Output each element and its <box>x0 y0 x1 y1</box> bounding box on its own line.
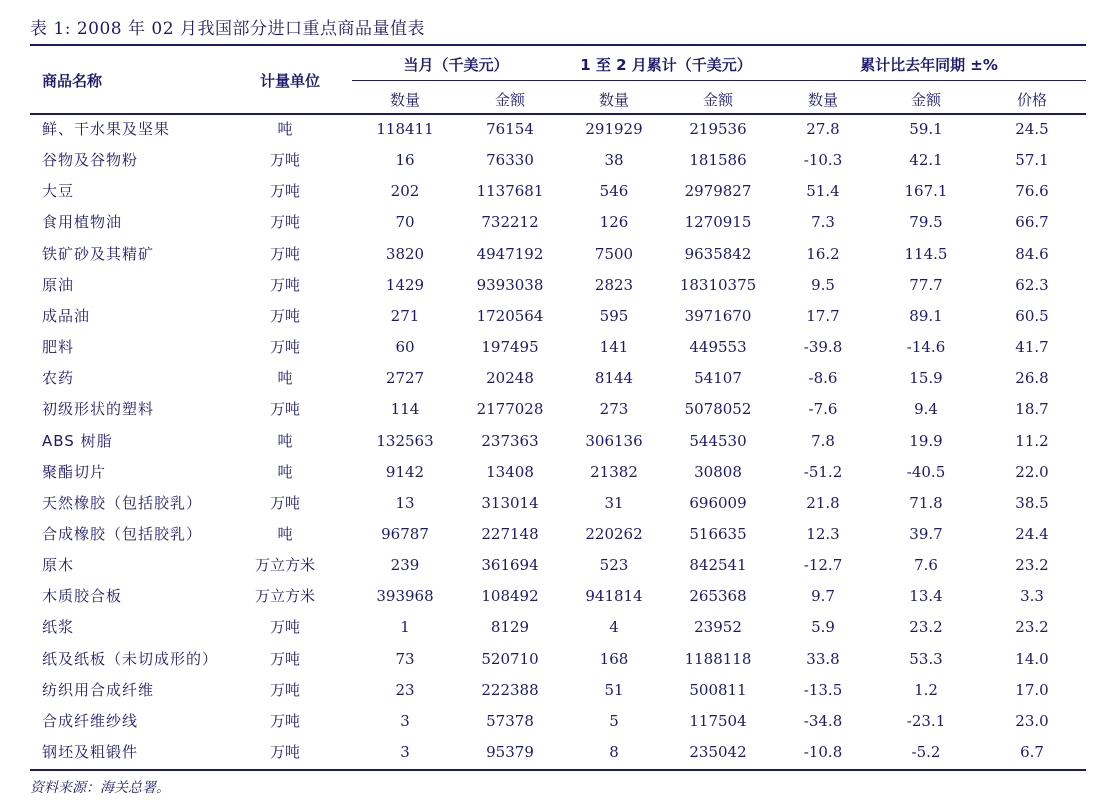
amount-month: 9393038 <box>476 275 544 294</box>
price-yoy: 22.0 <box>1015 462 1049 481</box>
qty-cumulative: 5 <box>609 711 619 730</box>
price-yoy: 41.7 <box>1015 338 1049 357</box>
commodity-name: 初级形状的塑料 <box>42 400 155 419</box>
amount-month: 108492 <box>481 587 539 606</box>
qty-month: 9142 <box>385 462 425 481</box>
amount-yoy: 89.1 <box>909 306 943 325</box>
amount-cumulative: 219536 <box>689 120 747 138</box>
amount-month: 20248 <box>486 369 534 388</box>
qty-cumulative: 306136 <box>585 431 643 450</box>
table-row <box>30 301 1086 332</box>
amount-yoy: 77.7 <box>909 275 943 294</box>
amount-yoy: 53.3 <box>909 649 943 668</box>
amount-month: 313014 <box>481 493 539 512</box>
qty-yoy: -10.8 <box>803 743 843 761</box>
amount-cumulative: 2979827 <box>684 182 752 201</box>
top-rule <box>30 44 1086 46</box>
price-yoy: 84.6 <box>1015 244 1049 263</box>
amount-yoy: -14.6 <box>906 338 946 357</box>
commodity-name: 大豆 <box>42 182 75 201</box>
table-row <box>30 488 1086 519</box>
unit: 万吨 <box>269 275 300 294</box>
price-yoy: 62.3 <box>1015 275 1049 294</box>
unit: 万吨 <box>269 743 300 761</box>
price-yoy: 17.0 <box>1015 680 1049 699</box>
qty-yoy: -8.6 <box>808 369 838 388</box>
amount-yoy: 9.4 <box>914 400 938 419</box>
unit: 万立方米 <box>254 587 315 606</box>
amount-month: 76154 <box>486 120 534 138</box>
amount-yoy: 71.8 <box>909 493 943 512</box>
commodity-name: 原油 <box>42 275 75 294</box>
table-title: 表 1: 2008 年 02 月我国部分进口重点商品量值表 <box>30 19 425 39</box>
price-yoy: 23.2 <box>1015 618 1049 637</box>
qty-cumulative: 523 <box>599 556 629 575</box>
amount-month: 732212 <box>481 213 539 232</box>
qty-yoy: 33.8 <box>806 649 840 668</box>
price-yoy: 23.2 <box>1015 556 1049 575</box>
commodity-name: 纸浆 <box>42 618 75 637</box>
amount-yoy: 114.5 <box>904 244 948 263</box>
price-yoy: 66.7 <box>1015 213 1049 232</box>
qty-yoy: -13.5 <box>803 680 843 699</box>
amount-yoy: -23.1 <box>906 711 946 730</box>
table-row <box>30 207 1086 238</box>
qty-cumulative: 168 <box>599 649 629 668</box>
commodity-name: 纸及纸板（未切成形的） <box>42 649 219 668</box>
unit: 吨 <box>277 462 293 481</box>
subheader-qty-month: 数量 <box>389 91 420 109</box>
amount-month: 361694 <box>481 556 539 575</box>
qty-month: 3820 <box>385 244 425 263</box>
amount-yoy: 79.5 <box>909 213 943 232</box>
unit: 吨 <box>277 431 293 450</box>
amount-yoy: 167.1 <box>904 182 948 201</box>
unit: 万吨 <box>269 244 300 263</box>
source-note: 资料来源：海关总署。 <box>30 780 170 796</box>
qty-yoy: 12.3 <box>806 524 840 543</box>
table-row <box>30 394 1086 425</box>
amount-cumulative: 23952 <box>694 618 742 637</box>
qty-cumulative: 141 <box>599 338 629 357</box>
subheader-qty-cum: 数量 <box>598 91 629 109</box>
qty-month: 96787 <box>381 524 429 543</box>
qty-cumulative: 220262 <box>585 524 643 543</box>
amount-cumulative: 30808 <box>694 462 742 481</box>
subheader-qty-yoy: 数量 <box>807 91 838 109</box>
price-yoy: 24.5 <box>1015 120 1049 138</box>
qty-month: 16 <box>395 151 415 170</box>
amount-yoy: 59.1 <box>909 120 943 138</box>
amount-cumulative: 235042 <box>689 743 747 761</box>
qty-yoy: -10.3 <box>803 151 843 170</box>
commodity-name: 钢坯及粗锻件 <box>42 743 139 761</box>
amount-cumulative: 544530 <box>689 431 747 450</box>
amount-cumulative: 9635842 <box>684 244 752 263</box>
table-row <box>30 176 1086 207</box>
qty-yoy: 16.2 <box>806 244 840 263</box>
amount-month: 13408 <box>486 462 534 481</box>
table-row <box>30 457 1086 488</box>
amount-month: 237363 <box>481 431 539 450</box>
price-yoy: 14.0 <box>1015 649 1049 668</box>
qty-yoy: -34.8 <box>803 711 843 730</box>
qty-cumulative: 595 <box>599 306 629 325</box>
amount-month: 222388 <box>481 680 539 699</box>
amount-cumulative: 842541 <box>689 556 747 575</box>
qty-cumulative: 941814 <box>585 587 643 606</box>
amount-yoy: 39.7 <box>909 524 943 543</box>
amount-month: 1137681 <box>476 182 544 201</box>
amount-cumulative: 3971670 <box>684 306 752 325</box>
amount-cumulative: 54107 <box>694 369 742 388</box>
qty-cumulative: 8144 <box>594 369 634 388</box>
qty-month: 114 <box>390 400 420 419</box>
price-yoy: 18.7 <box>1015 400 1049 419</box>
amount-cumulative: 449553 <box>689 338 747 357</box>
qty-yoy: 7.8 <box>811 431 835 450</box>
subheader-price-yoy: 价格 <box>1016 91 1047 109</box>
qty-yoy: 5.9 <box>811 618 835 637</box>
price-yoy: 3.3 <box>1020 587 1044 606</box>
commodity-name: 肥料 <box>42 338 75 357</box>
unit: 万吨 <box>269 649 300 668</box>
subheader-amt-cum: 金额 <box>702 91 733 109</box>
table-row <box>30 239 1086 270</box>
amount-month: 8129 <box>490 618 530 637</box>
amount-month: 227148 <box>481 524 539 543</box>
qty-cumulative: 546 <box>599 182 629 201</box>
qty-yoy: -51.2 <box>803 462 843 481</box>
qty-yoy: 9.7 <box>811 587 835 606</box>
qty-yoy: 7.3 <box>811 213 835 232</box>
qty-yoy: 51.4 <box>806 182 840 201</box>
qty-cumulative: 126 <box>599 213 629 232</box>
commodity-name: 天然橡胶（包括胶乳） <box>42 493 203 512</box>
qty-month: 1 <box>400 618 410 637</box>
table-row <box>30 737 1086 768</box>
price-yoy: 26.8 <box>1015 369 1049 388</box>
amount-month: 2177028 <box>476 400 544 419</box>
amount-month: 4947192 <box>476 244 544 263</box>
qty-yoy: 27.8 <box>806 120 840 138</box>
header-group-month: 当月（千美元） <box>403 56 509 74</box>
qty-month: 3 <box>400 743 410 761</box>
amount-cumulative: 5078052 <box>684 400 752 419</box>
amount-yoy: -5.2 <box>911 743 941 761</box>
qty-cumulative: 21382 <box>590 462 638 481</box>
amount-month: 1720564 <box>476 306 544 325</box>
amount-yoy: 7.6 <box>914 556 938 575</box>
subheader-amt-yoy: 金额 <box>910 91 941 109</box>
qty-cumulative: 8 <box>609 743 619 761</box>
price-yoy: 23.0 <box>1015 711 1049 730</box>
amount-month: 520710 <box>481 649 539 668</box>
commodity-name: 纺织用合成纤维 <box>42 680 155 699</box>
commodity-name: 合成橡胶（包括胶乳） <box>42 524 203 543</box>
qty-month: 393968 <box>376 587 434 606</box>
unit: 万吨 <box>269 182 300 201</box>
unit: 万吨 <box>269 213 300 232</box>
qty-cumulative: 4 <box>609 618 619 637</box>
amount-cumulative: 500811 <box>689 680 747 699</box>
amount-cumulative: 516635 <box>689 524 747 543</box>
qty-cumulative: 273 <box>599 400 629 419</box>
amount-cumulative: 265368 <box>689 587 747 606</box>
table-row <box>30 612 1086 643</box>
table-row <box>30 426 1086 457</box>
qty-month: 271 <box>390 306 420 325</box>
amount-yoy: 13.4 <box>909 587 943 606</box>
price-yoy: 6.7 <box>1020 743 1044 761</box>
commodity-name: 谷物及谷物粉 <box>42 151 139 170</box>
amount-cumulative: 1188118 <box>684 649 752 668</box>
commodity-name: 木质胶合板 <box>42 587 123 606</box>
unit: 万吨 <box>269 680 300 699</box>
qty-yoy: -7.6 <box>808 400 838 419</box>
unit: 吨 <box>277 369 293 388</box>
qty-yoy: 21.8 <box>806 493 840 512</box>
qty-month: 2727 <box>385 369 425 388</box>
amount-yoy: 42.1 <box>909 151 943 170</box>
qty-month: 118411 <box>376 120 434 138</box>
unit: 万吨 <box>269 306 300 325</box>
unit: 吨 <box>277 524 293 543</box>
table-row <box>30 519 1086 550</box>
table-row <box>30 706 1086 737</box>
qty-month: 3 <box>400 711 410 730</box>
qty-month: 23 <box>395 680 415 699</box>
commodity-name: 铁矿砂及其精矿 <box>42 244 155 263</box>
qty-month: 132563 <box>376 431 434 450</box>
table-row <box>30 363 1086 394</box>
commodity-name: 鲜、干水果及坚果 <box>42 120 171 138</box>
price-yoy: 11.2 <box>1015 431 1049 450</box>
commodity-name: 合成纤维纱线 <box>42 711 139 730</box>
table-row <box>30 675 1086 706</box>
amount-cumulative: 18310375 <box>679 275 757 294</box>
commodity-name: ABS 树脂 <box>42 431 113 450</box>
header-name: 商品名称 <box>42 72 103 90</box>
amount-yoy: 19.9 <box>909 431 943 450</box>
qty-month: 202 <box>390 182 420 201</box>
qty-cumulative: 31 <box>604 493 624 512</box>
qty-month: 60 <box>395 338 415 357</box>
commodity-name: 食用植物油 <box>42 213 123 232</box>
amount-yoy: 23.2 <box>909 618 943 637</box>
amount-cumulative: 1270915 <box>684 213 752 232</box>
table-row <box>30 114 1086 145</box>
qty-month: 1429 <box>385 275 425 294</box>
qty-month: 13 <box>395 493 415 512</box>
unit: 万吨 <box>269 400 300 419</box>
amount-month: 57378 <box>486 711 534 730</box>
amount-yoy: 1.2 <box>914 680 938 699</box>
qty-cumulative: 291929 <box>585 120 643 138</box>
unit: 万吨 <box>269 618 300 637</box>
subheader-amt-month: 金额 <box>494 91 525 109</box>
qty-yoy: -12.7 <box>803 556 843 575</box>
qty-cumulative: 7500 <box>594 244 634 263</box>
table-row <box>30 332 1086 363</box>
table-row <box>30 550 1086 581</box>
unit: 吨 <box>277 120 293 138</box>
amount-yoy: 15.9 <box>909 369 943 388</box>
qty-yoy: 17.7 <box>806 306 840 325</box>
commodity-name: 原木 <box>42 556 75 575</box>
bottom-rule <box>30 769 1086 771</box>
unit: 万立方米 <box>254 556 315 575</box>
qty-cumulative: 51 <box>604 680 624 699</box>
unit: 万吨 <box>269 711 300 730</box>
price-yoy: 24.4 <box>1015 524 1049 543</box>
unit: 万吨 <box>269 151 300 170</box>
qty-month: 70 <box>395 213 415 232</box>
commodity-name: 农药 <box>42 369 75 388</box>
commodity-name: 聚酯切片 <box>42 462 107 481</box>
unit: 万吨 <box>269 338 300 357</box>
table-row <box>30 145 1086 176</box>
commodity-name: 成品油 <box>42 306 91 325</box>
qty-yoy: -39.8 <box>803 338 843 357</box>
amount-cumulative: 181586 <box>689 151 747 170</box>
amount-yoy: -40.5 <box>906 462 946 481</box>
table-row <box>30 644 1086 675</box>
table-row <box>30 270 1086 301</box>
header-unit: 计量单位 <box>259 72 320 90</box>
price-yoy: 57.1 <box>1015 151 1049 170</box>
qty-month: 73 <box>395 649 415 668</box>
table-row <box>30 581 1086 612</box>
header-mid-rule <box>352 80 1086 81</box>
qty-cumulative: 2823 <box>594 275 634 294</box>
unit: 万吨 <box>269 493 300 512</box>
price-yoy: 38.5 <box>1015 493 1049 512</box>
header-group-cum: 1 至 2 月累计（千美元） <box>580 56 752 74</box>
amount-month: 95379 <box>486 743 534 761</box>
price-yoy: 60.5 <box>1015 306 1049 325</box>
amount-month: 76330 <box>486 151 534 170</box>
qty-cumulative: 38 <box>604 151 624 170</box>
qty-yoy: 9.5 <box>811 275 835 294</box>
amount-month: 197495 <box>481 338 539 357</box>
price-yoy: 76.6 <box>1015 182 1049 201</box>
qty-month: 239 <box>390 556 420 575</box>
amount-cumulative: 117504 <box>689 711 747 730</box>
header-group-yoy: 累计比去年同期 ±% <box>860 56 998 74</box>
amount-cumulative: 696009 <box>689 493 747 512</box>
